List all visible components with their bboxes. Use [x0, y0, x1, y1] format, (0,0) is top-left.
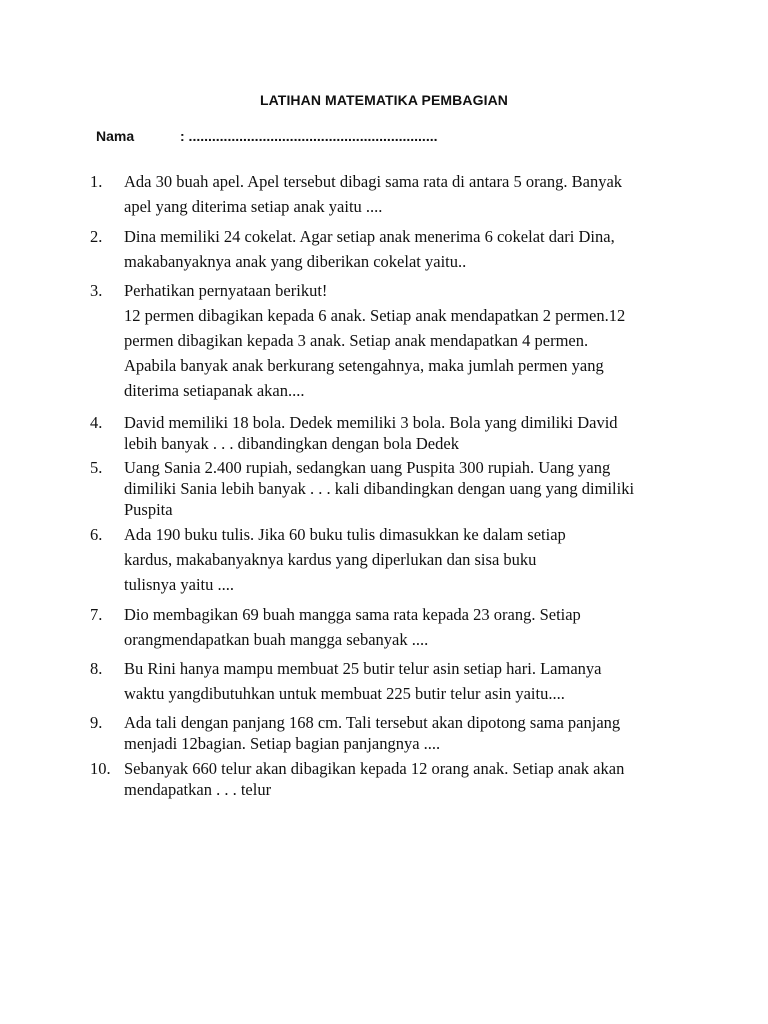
name-blank: : ................................................................: [180, 128, 438, 144]
question-line: permen dibagikan kepada 3 anak. Setiap anak mendapatkan 4 permen.: [124, 331, 589, 350]
question-line: kardus, makabanyaknya kardus yang diperlukan dan sisa buku: [124, 550, 537, 569]
question-line: Apabila banyak anak berkurang setengahnya, maka jumlah permen yang: [124, 356, 604, 375]
question-line: apel yang diterima setiap anak yaitu ....: [124, 197, 383, 216]
question-number: 6.: [90, 525, 103, 544]
question-number: 7.: [90, 605, 103, 624]
question-7: [90, 602, 690, 652]
question-5: [90, 457, 690, 520]
question-line: mendapatkan . . . telur: [124, 780, 272, 799]
question-number: 9.: [90, 713, 103, 732]
question-4: [90, 412, 690, 454]
question-line: Dio membagikan 69 buah mangga sama rata kepada 23 orang. Setiap: [124, 605, 581, 624]
question-line: dimiliki Sania lebih banyak . . . kali dibandingkan dengan uang yang dimiliki: [124, 479, 635, 498]
question-number: 1.: [90, 172, 103, 191]
question-line: Ada tali dengan panjang 168 cm. Tali tersebut akan dipotong sama panjang: [124, 713, 621, 732]
question-line: Perhatikan pernyataan berikut!: [124, 281, 328, 300]
question-line: Ada 190 buku tulis. Jika 60 buku tulis dimasukkan ke dalam setiap: [124, 525, 566, 544]
question-2: [90, 224, 690, 274]
question-line: Bu Rini hanya mampu membuat 25 butir telur asin setiap hari. Lamanya: [124, 659, 602, 678]
question-line: waktu yangdibutuhkan untuk membuat 225 butir telur asin yaitu....: [124, 684, 565, 703]
question-line: 12 permen dibagikan kepada 6 anak. Setiap anak mendapatkan 2 permen.12: [124, 306, 626, 325]
question-line: makabanyaknya anak yang diberikan cokelat yaitu..: [124, 252, 467, 271]
question-line: orangmendapatkan buah mangga sebanyak ....: [124, 630, 429, 649]
question-line: David memiliki 18 bola. Dedek memiliki 3 bola. Bola yang dimiliki David: [124, 413, 618, 432]
question-line: Uang Sania 2.400 rupiah, sedangkan uang Puspita 300 rupiah. Uang yang: [124, 458, 611, 477]
question-1: [90, 169, 690, 219]
question-line: Puspita: [124, 500, 173, 519]
question-number: 3.: [90, 281, 103, 300]
question-line: tulisnya yaitu ....: [124, 575, 234, 594]
question-number: 4.: [90, 413, 103, 432]
question-number: 10.: [90, 759, 111, 778]
question-line: menjadi 12bagian. Setiap bagian panjangnya ....: [124, 734, 441, 753]
question-line: Sebanyak 660 telur akan dibagikan kepada 12 orang anak. Setiap anak akan: [124, 759, 625, 778]
question-line: diterima setiapanak akan....: [124, 381, 305, 400]
name-label: Nama: [96, 128, 135, 144]
question-number: 2.: [90, 227, 103, 246]
question-line: Ada 30 buah apel. Apel tersebut dibagi sama rata di antara 5 orang. Banyak: [124, 172, 623, 191]
question-line: Dina memiliki 24 cokelat. Agar setiap anak menerima 6 cokelat dari Dina,: [124, 227, 615, 246]
question-number: 5.: [90, 458, 103, 477]
question-9: [90, 712, 690, 754]
question-10: [90, 758, 690, 800]
question-line: lebih banyak . . . dibandingkan dengan bola Dedek: [124, 434, 459, 453]
question-3: [90, 278, 690, 403]
question-6: [90, 522, 690, 597]
page-title: LATIHAN MATEMATIKA PEMBAGIAN: [259, 92, 509, 108]
name-field: [96, 128, 438, 144]
question-number: 8.: [90, 659, 103, 678]
question-8: [90, 656, 690, 706]
